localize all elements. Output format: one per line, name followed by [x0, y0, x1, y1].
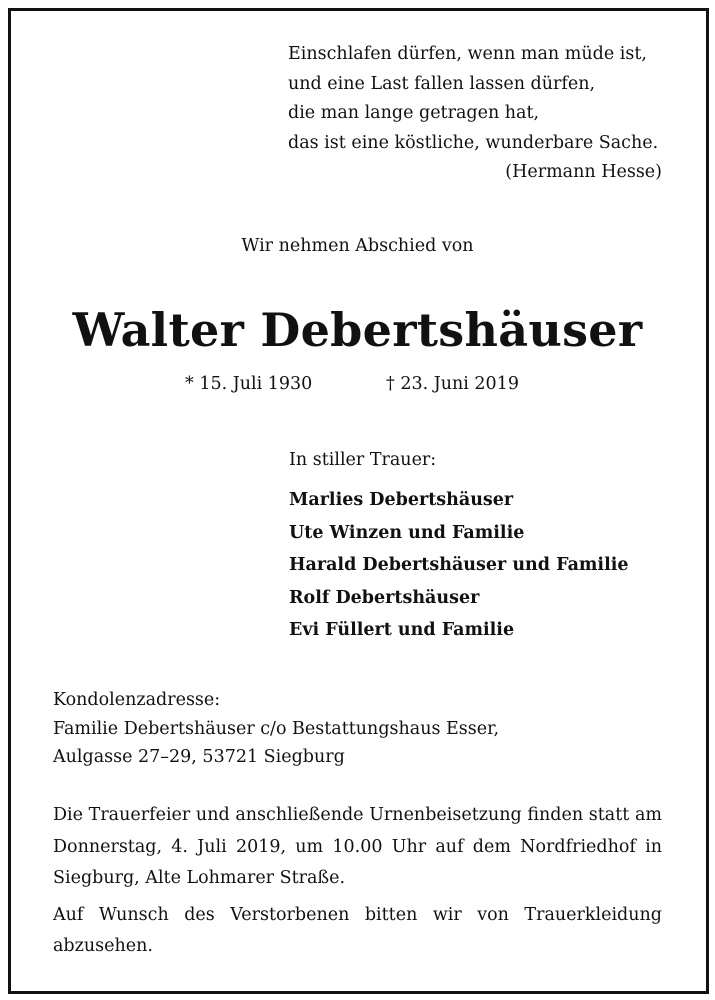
deceased-name: Walter Debertshäuser: [72, 303, 643, 357]
address-label: Kondolenzadresse:: [53, 690, 221, 710]
farewell-intro: Wir nehmen Abschied von: [241, 236, 474, 256]
death-date: † 23. Juni 2019: [386, 374, 519, 394]
mourner-name: Harald Debertshäuser und Familie: [289, 555, 629, 575]
address-line: Familie Debertshäuser c/o Bestattungshaus Esser,: [53, 718, 500, 739]
mourner-name: Evi Füllert und Familie: [289, 620, 515, 640]
poem-line: das ist eine köstliche, wunderbare Sache.: [288, 132, 659, 153]
mourners-list: [289, 484, 629, 647]
ceremony-info: [53, 800, 662, 963]
poem-line: die man lange getragen hat,: [288, 103, 540, 123]
poem: [288, 40, 662, 188]
birth-date: * 15. Juli 1930: [185, 374, 313, 394]
address-line: Aulgasse 27–29, 53721 Siegburg: [53, 747, 345, 767]
mourning-intro: In stiller Trauer:: [289, 450, 437, 470]
mourner-name: Marlies Debertshäuser: [289, 490, 514, 510]
mourner-name: Rolf Debertshäuser: [289, 587, 480, 608]
poem-line: und eine Last fallen lassen dürfen,: [288, 73, 596, 94]
condolence-address: [53, 686, 499, 772]
request-text: Auf Wunsch des Verstorbenen bitten wir von Trauerkleidung abzusehen.: [53, 904, 662, 956]
mourner-name: Ute Winzen und Familie: [289, 522, 525, 543]
poem-author: (Hermann Hesse): [505, 162, 662, 182]
poem-line: Einschlafen dürfen, wenn man müde ist,: [288, 44, 647, 64]
ceremony-text: Die Trauerfeier und anschließende Urnenbeisetzung finden statt am Donnerstag, 4. Juli 2019, um 10.00 Uhr auf dem Nordfriedhof in Siegburg, Alte Lohmarer Straße.: [53, 805, 662, 888]
